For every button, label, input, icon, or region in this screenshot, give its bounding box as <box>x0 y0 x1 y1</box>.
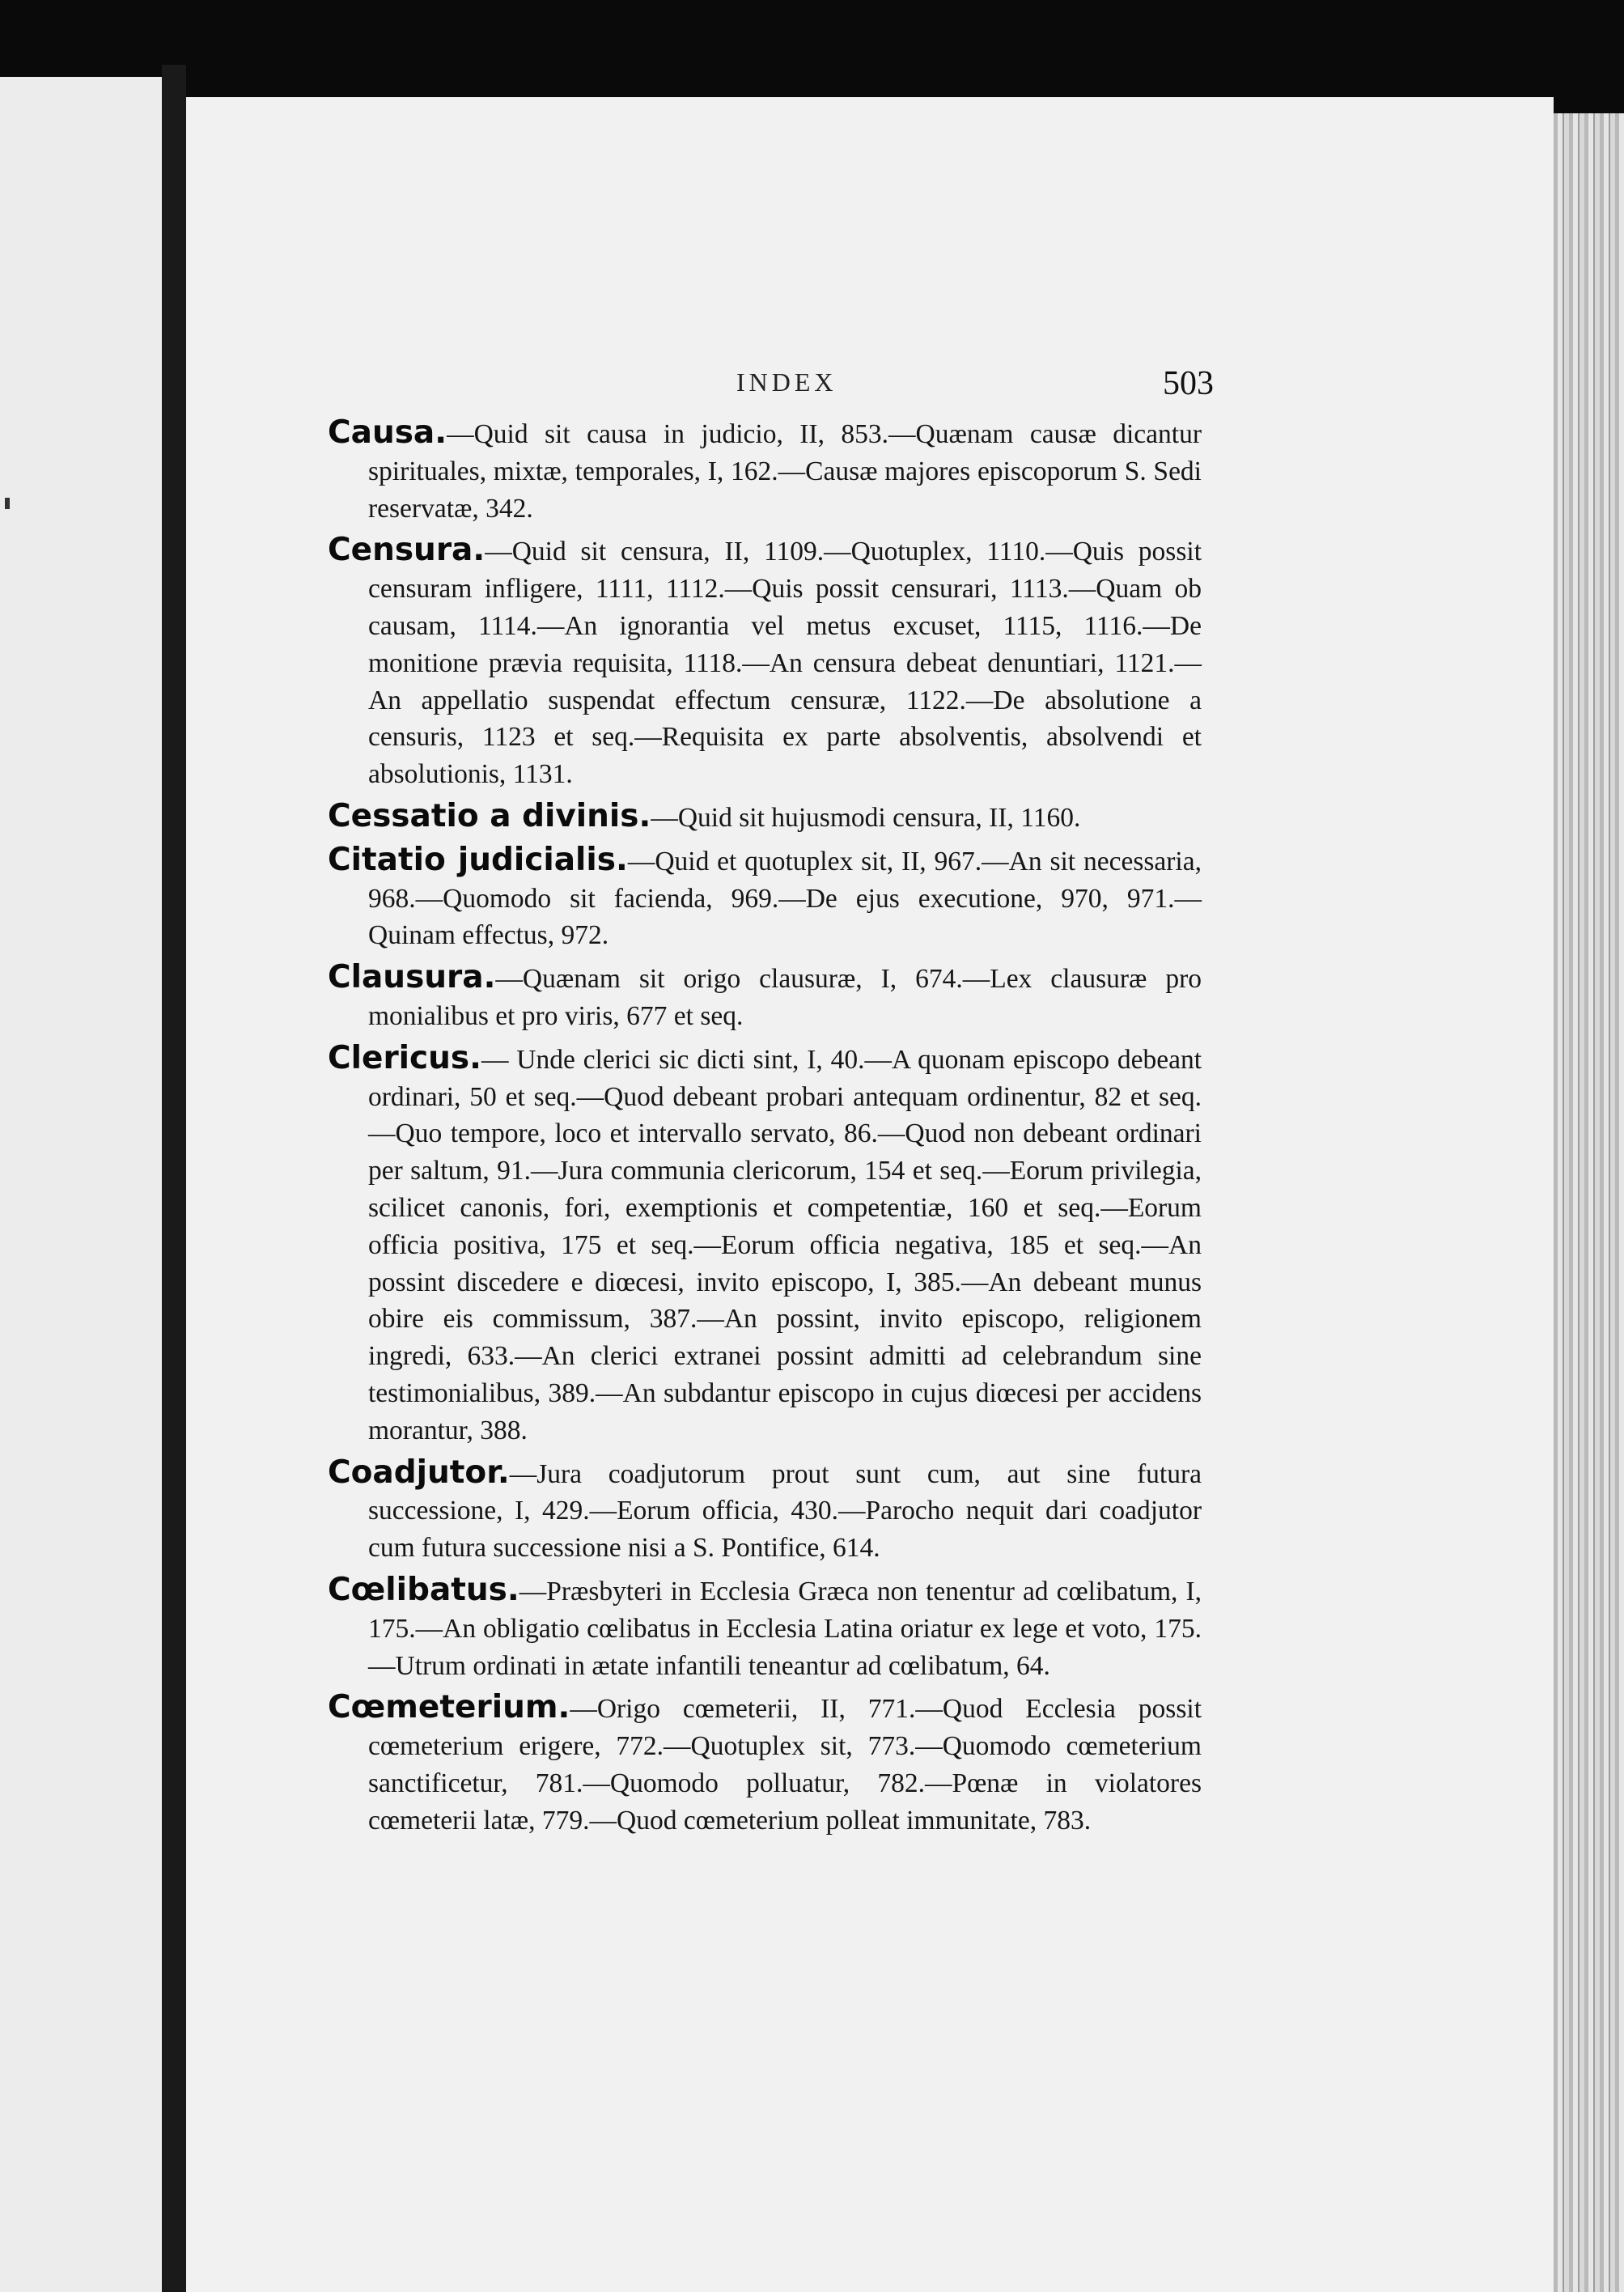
entry-text: —Origo cœmeterii, II, 771.—Quod Ecclesia possit cœmeterium erigere, 772.—Quotuplex sit, 773.—Quomodo cœmeterium sanctificetur, 781.—Quomodo polluatur, 782.—Pœnæ in violatores cœmeterii latæ, 779.—Quod cœmeterium polleat immunitate, 783. <box>368 1694 1202 1836</box>
entry-text: —Jura coadjutorum prout sunt cum, aut sine futura successione, I, 429.—Eorum officia, 430.—Parocho nequit dari coadjutor cum futura successione nisi a S. Pontifice, 614. <box>368 1458 1202 1564</box>
entry-lemma: Censura. <box>328 532 486 569</box>
entry-text: —Quid sit censura, II, 1109.—Quotuplex, 1110.—Quis possit censuram infligere, 1111, 1112.—Quis possit censurari, 1113.—Quam ob causam, 1114.—An ignorantia vel metus excuset, 1115, 1116.—De monitione prævia requisita, 1118.—An censura debeat denuntiari, 1121.—An appellatio suspendat effectum censuræ, 1122.—De absolutione a censuris, 1123 et seq.—Requisita ex parte absolventis, absolvendi et absolutionis, 1131. <box>368 537 1202 790</box>
index-entry <box>328 798 1202 837</box>
entry-lemma: Coadjutor. <box>328 1454 510 1491</box>
index-entry <box>328 414 1202 527</box>
entry-lemma: Cœlibatus. <box>328 1571 519 1608</box>
entry-lemma: Cœmeterium. <box>328 1689 570 1726</box>
index-entry <box>328 1689 1202 1839</box>
index-entry <box>328 959 1202 1035</box>
entry-lemma: Cessatio a divinis. <box>328 797 651 834</box>
entry-lemma: Clericus. <box>328 1039 481 1076</box>
index-entry <box>328 1040 1202 1449</box>
entry-text: —Quænam sit origo clausuræ, I, 674.—Lex clausuræ pro monialibus et pro viris, 677 et seq. <box>368 964 1202 1031</box>
index-entry <box>328 1572 1202 1684</box>
index-entry <box>328 1454 1202 1567</box>
book-gutter <box>162 65 186 2292</box>
index-entries <box>328 414 1202 1844</box>
facing-page-mark <box>5 498 10 509</box>
page-edges <box>1554 113 1624 2292</box>
index-entry <box>328 842 1202 954</box>
header-title: INDEX <box>736 367 837 397</box>
facing-page <box>0 77 162 2292</box>
index-entry <box>328 532 1202 793</box>
entry-text: —Præsbyteri in Ecclesia Græca non tenentur ad cœlibatum, I, 175.—An obligatio cœlibatus in Ecclesia Latina oriatur ex lege et voto, 175.—Utrum ordinati in ætate infantili teneantur ad cœlibatum, 64. <box>368 1576 1202 1681</box>
page-number: 503 <box>1163 365 1214 402</box>
entry-lemma: Causa. <box>328 414 447 451</box>
entry-text: — Unde clerici sic dicti sint, I, 40.—A quonam episcopo debeant ordinari, 50 et seq.—Quod debeant probari antequam ordinentur, 82 et seq.—Quo tempore, loco et intervallo servato, 86.—Quod non debeant ordinari per saltum, 91.—Jura communia clericorum, 154 et seq.—Eorum privilegia, scilicet canonis, fori, exemptionis et competentiæ, 160 et seq.—Eorum officia positiva, 175 et seq.—Eorum officia negativa, 185 et seq.—An possint discedere e diœcesi, invito episcopo, I, 385.—An debeant munus obire eis commissum, 387.—An possint, invito episcopo, religionem ingredi, 633.—An clerici extranei possint admitti ad celebrandum sine testimonialibus, 389.—An subdantur episcopo in cujus diœcesi per accidens morantur, 388. <box>368 1044 1202 1445</box>
running-header <box>324 364 1214 413</box>
entry-text: —Quid sit hujusmodi censura, II, 1160. <box>651 802 1081 833</box>
entry-text: —Quid et quotuplex sit, II, 967.—An sit necessaria, 968.—Quomodo sit facienda, 969.—De ejus executione, 970, 971.—Quinam effectus, 972. <box>368 846 1202 951</box>
entry-lemma: Citatio judicialis. <box>328 841 628 878</box>
entry-text: —Quid sit causa in judicio, II, 853.—Quænam causæ dicantur spirituales, mixtæ, temporales, I, 162.—Causæ majores episcoporum S. Sedi reservatæ, 342. <box>368 419 1202 524</box>
entry-lemma: Clausura. <box>328 959 496 996</box>
